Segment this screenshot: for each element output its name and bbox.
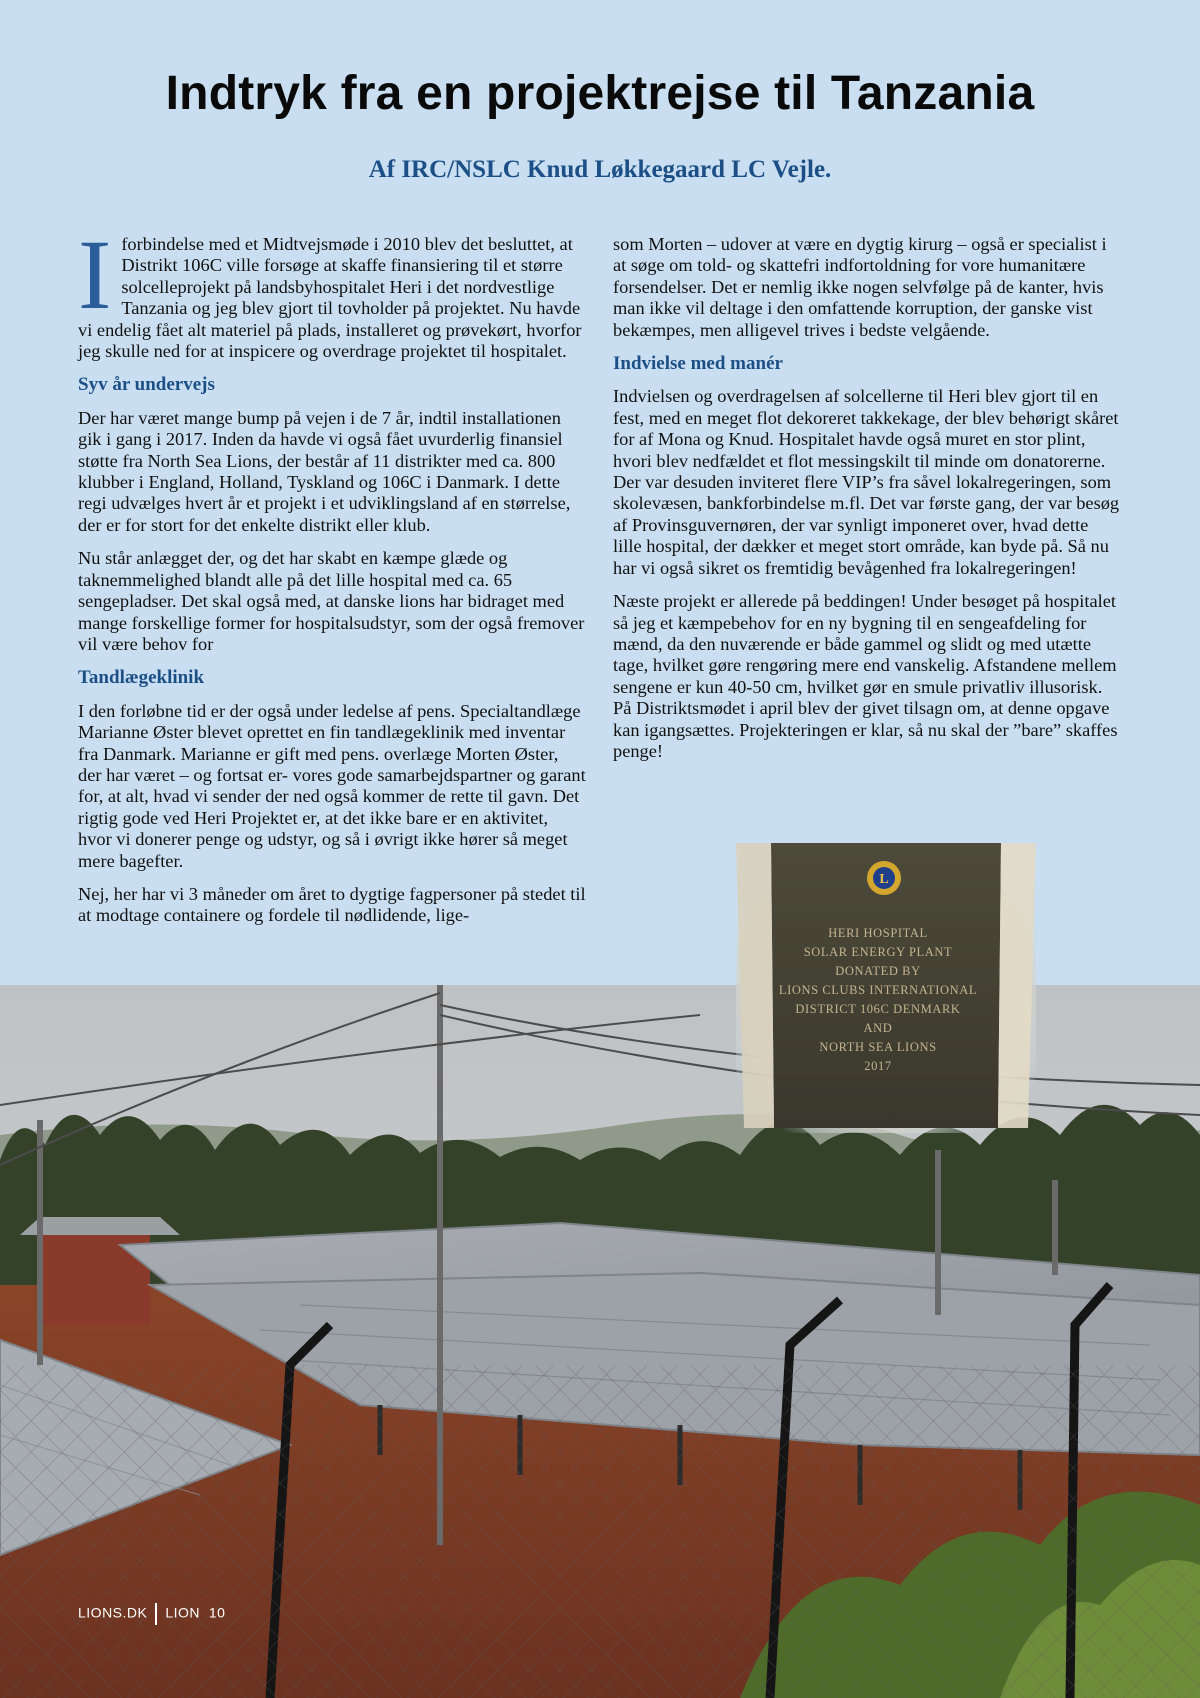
left-column [78, 219, 586, 939]
plaque-line: SOLAR ENERGY PLANT [803, 945, 953, 959]
plaque-line: 2017 [864, 1059, 892, 1073]
intro-paragraph [78, 219, 586, 362]
plaque-line: HERI HOSPITAL [828, 926, 928, 940]
plaque-line: LIONS CLUBS INTERNATIONAL [778, 983, 978, 997]
paragraph-bumps: Der har været mange bump på vejen i de 7 år, indtil installationen gik i gang i 2017. Inden da havde vi også fået uvurderlig finansiel støtte fra North Sea Lions, der består af 11 distrikter med ca. 800 klubber i England, Holland, Tyskland og 106C i Danmark. I dette regi udvælges hvert år et projekt i et udviklingsland af en størrelse, der er for stort for det enkelte distrikt eller klub. [78, 407, 571, 535]
paragraph-customs: som Morten – udover at være en dygtig kirurg – også er specialist i at søge om told- og skattefri indfortoldning for vore humanitære forsendelser. Det er nemlig ikke nogen selvfølge på de kanter, hvis man ikke vil deltage i den omfattende korruption, der ganske vist bekæmpes, men alligevel trives i bedste velgående. [613, 234, 1107, 340]
footer-site: LIONS.DK [78, 1604, 148, 1621]
page-footer [78, 1603, 225, 1625]
section-heading-dental-clinic: Tandlægeklinik [78, 667, 205, 689]
section-heading-inauguration: Indvielse med manér [613, 353, 783, 375]
paragraph-installation: Nu står anlægget der, og det har skabt en kæmpe glæde og taknemmelighed blandt alle på det lille hospital med ca. 65 sengepladser. Det skal også med, at danske lions har bidraget med mange forskellige former for hospitalsudstyr, som der også fremover vil være behov for [78, 548, 585, 654]
lions-logo-letter: L [879, 872, 889, 887]
plaque-line: DONATED BY [835, 964, 921, 978]
plaque-line: DISTRICT 106C DENMARK [795, 1002, 961, 1016]
intro-text: forbindelse med et Midtvejsmøde i 2010 blev det besluttet, at Distrikt 106C ville forsøge at skaffe finansiering til et større solcelleprojekt på landsbyhospitalet Heri i det nordvestlige Tanzania og jeg blev gjort til tovholder på projektet. Nu havde vi endelig fået alt materiel på plads, installeret og prøvekørt, hvorfor jeg skulle ned for at inspicere og overdrage projektet til hospitalet. [78, 234, 582, 362]
paragraph-inauguration: Indvielsen og overdragelsen af solcellerne til Heri blev gjort til en fest, med en meget flot dekoreret takkekage, der blev behørigt skåret for af Mona og Knud. Hospitalet havde også muret en stor plint, hvori blev nedfældet et flot messingskilt til minde om donatorerne. Der var desuden inviteret flere VIP’s fra såvel lokalregeringen, som skolevæsen, bankforbindelse m.fl. Det var første gang, der var besøg af Provinsguvernøren, der var synligt imponeret over, hvad dette lille hospital, der dækker et meget stort område, kan byde på. Så nu har vi også sikret os fremtidig bevågenhed fra lokalregeringen! [613, 386, 1120, 578]
section-heading-seven-years: Syv år undervejs [78, 374, 215, 396]
plaque-line: AND [863, 1021, 893, 1035]
footer-magazine: LION [165, 1604, 201, 1621]
footer-page-number: 10 [208, 1604, 226, 1621]
paragraph-staff: Nej, her har vi 3 måneder om året to dygtige fagpersoner på stedet til at modtage containere og fordele til nødlidende, lige- [78, 883, 586, 926]
footer-divider [155, 1603, 157, 1625]
plaque-line: NORTH SEA LIONS [819, 1040, 937, 1054]
paragraph-next-project: Næste projekt er allerede på beddingen! Under besøget på hospitalet så jeg et kæmpebehov for en ny bygning til en sengeafdeling for mænd, da den nuværende er både gammel og slidt og med utætte tage, hvilket gøre rengøring mere end vanskelig. Afstandene mellem sengene er kun 40-50 cm, hvilket gør en smule privatliv illusorisk. På Distriktsmødet i april blev der givet tilsagn om, at denne opgave kan igangsættes. Projekteringen er klar, så nu skal der ”bare” skaffes penge! [613, 591, 1118, 761]
right-column [613, 234, 1121, 774]
article-byline: Af IRC/NSLC Knud Løkkegaard LC Vejle. [368, 156, 832, 183]
article-title: Indtryk fra en projektrejse til Tanzania [165, 67, 1035, 120]
paragraph-dental-clinic: I den forløbne tid er der også under ledelse af pens. Specialtandlæge Marianne Øster blevet oprettet en fin tandlægeklinik med inventar fra Danmark. Marianne er gift med pens. overlæge Morten Øster, der har været – og fortsat er- vores gode samarbejdspartner og garant for, at alt, hvad vi sender der ned også kommer de rette til gavn. Det rigtig gode ved Heri Projektet er, at det ikke bare er en aktivitet, hvor vi donerer penge og udstyr, og så i øvrigt ikke hører så meget mere bagefter. [78, 700, 586, 871]
drop-cap: I [78, 219, 112, 330]
plaque-inscription [748, 924, 1008, 1076]
